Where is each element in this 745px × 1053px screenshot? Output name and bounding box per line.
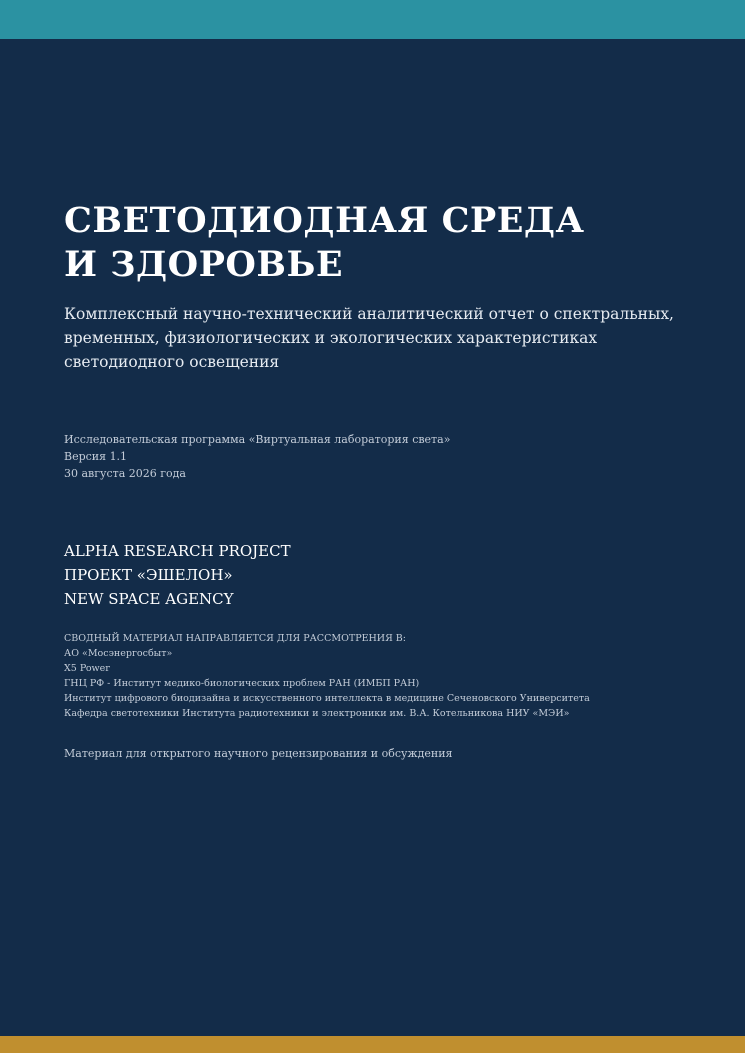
research-program: Исследовательская программа «Виртуальная лаборатория света» — [64, 433, 451, 446]
report-subtitle: Комплексный научно-технический аналитический отчет о спектральных, временных, физиологических и экологических характеристиках светодиодного освещения — [64, 305, 674, 371]
organization-item: ALPHA RESEARCH PROJECT — [64, 542, 291, 560]
recipient-item: X5 Power — [64, 663, 110, 674]
recipient-item: Институт цифрового биодизайна и искусственного интеллекта в медицине Сеченовского Университета — [64, 693, 590, 704]
review-note: Материал для открытого научного рецензирования и обсуждения — [64, 747, 453, 760]
report-date: 30 августа 2026 года — [64, 467, 186, 480]
recipient-item: АО «Мосэнергосбыт» — [64, 648, 173, 659]
top-accent-band — [0, 0, 745, 39]
report-title-line-2: И ЗДОРОВЬЕ — [64, 244, 344, 285]
recipients-heading: СВОДНЫЙ МАТЕРИАЛ НАПРАВЛЯЕТСЯ ДЛЯ РАССМОТРЕНИЯ В: — [64, 633, 406, 644]
recipient-item: Кафедра светотехники Института радиотехники и электроники им. В.А. Котельникова НИУ «МЭИ» — [64, 708, 570, 719]
bottom-accent-band — [0, 1036, 745, 1053]
report-version: Версия 1.1 — [64, 450, 128, 463]
organization-item: ПРОЕКТ «ЭШЕЛОН» — [64, 566, 233, 584]
report-title-line-1: СВЕТОДИОДНАЯ СРЕДА — [64, 200, 585, 241]
organization-item: NEW SPACE AGENCY — [64, 590, 234, 608]
organizations-list — [64, 539, 684, 611]
recipient-item: ГНЦ РФ - Институт медико-биологических проблем РАН (ИМБП РАН) — [64, 678, 420, 689]
recipients-block — [64, 631, 724, 721]
report-title — [64, 199, 684, 287]
report-meta — [64, 431, 684, 482]
